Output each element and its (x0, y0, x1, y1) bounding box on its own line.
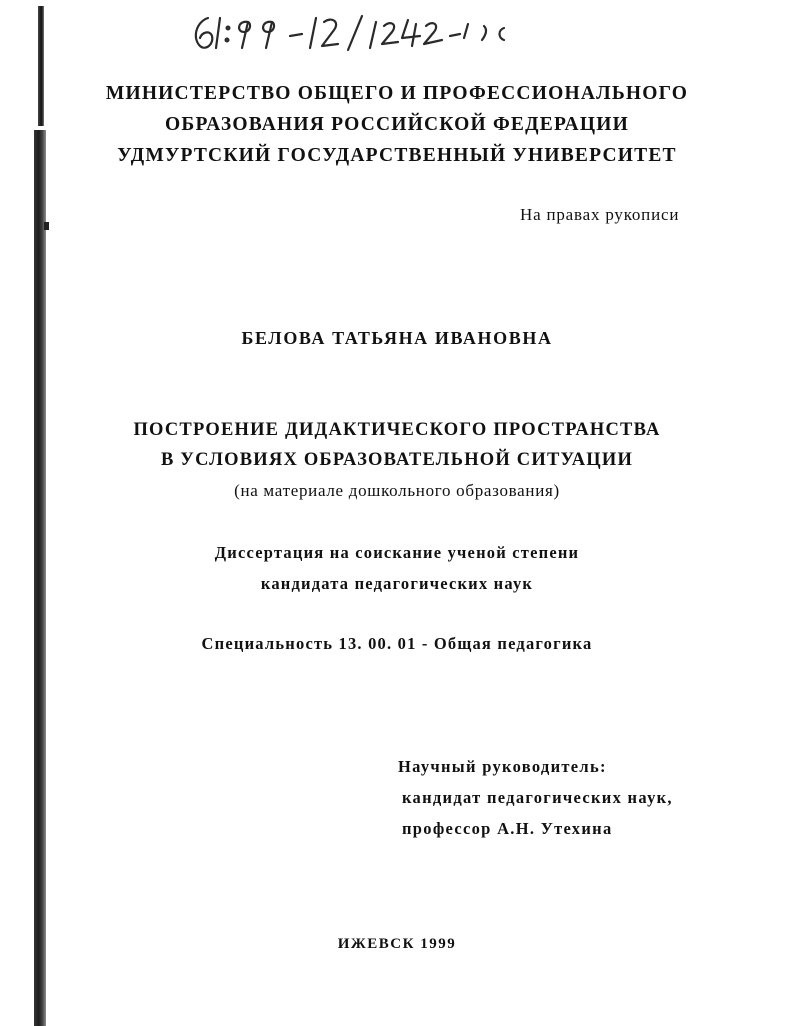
ministry-name-line-2: ОБРАЗОВАНИЯ РОССИЙСКОЙ ФЕДЕРАЦИИ (165, 114, 629, 135)
supervisor-degree: кандидат педагогических наук, (402, 788, 673, 807)
specialty-code: Специальность 13. 00. 01 - Общая педагогика (201, 634, 593, 653)
author-name: БЕЛОВА ТАТЬЯНА ИВАНОВНА (241, 328, 553, 348)
ministry-name-line-1: МИНИСТЕРСТВО ОБЩЕГО И ПРОФЕССИОНАЛЬНОГО (105, 83, 689, 104)
dissertation-subtitle: (на материале дошкольного образования) (234, 481, 560, 500)
dissertation-title-line-1: ПОСТРОЕНИЕ ДИДАКТИЧЕСКОГО ПРОСТРАНСТВА (133, 420, 661, 440)
dissertation-title-line-2: В УСЛОВИЯХ ОБРАЗОВАТЕЛЬНОЙ СИТУАЦИИ (160, 450, 634, 470)
handwritten-archive-number-drawing (186, 8, 526, 54)
manuscript-rights-note: На правах рукописи (520, 205, 680, 224)
supervisor-name: профессор А.Н. Утехина (402, 819, 613, 838)
degree-statement-line-2: кандидата педагогических наук (260, 574, 534, 593)
supervisor-label: Научный руководитель: (398, 757, 607, 776)
scan-binding-mark (44, 222, 49, 230)
scan-binding-edge-top (38, 6, 44, 126)
city-and-year: ИЖЕВСК 1999 (337, 936, 457, 952)
handwritten-archive-number (186, 8, 526, 54)
degree-statement-line-1: Диссертация на соискание ученой степени (214, 543, 580, 562)
university-name: УДМУРТСКИЙ ГОСУДАРСТВЕННЫЙ УНИВЕРСИТЕТ (117, 145, 677, 166)
